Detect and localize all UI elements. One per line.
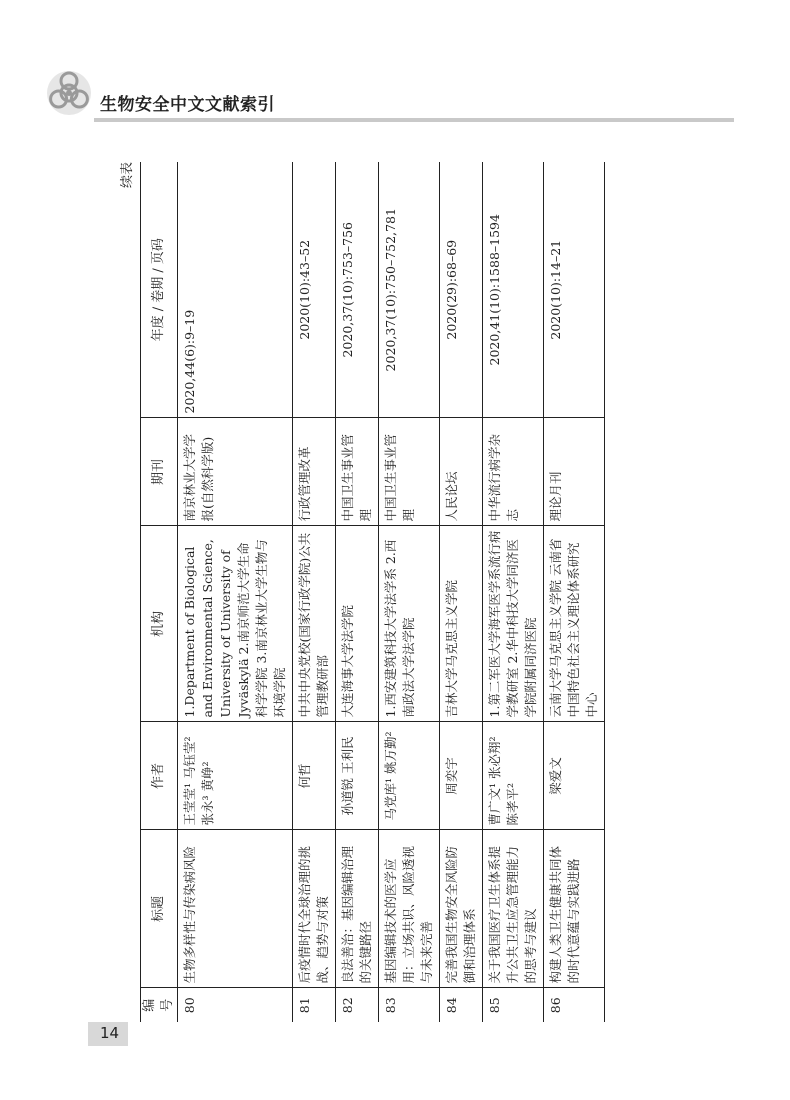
- cell-authors: 梁爱文: [544, 722, 605, 830]
- cell-number: 86: [544, 988, 605, 1022]
- cell-number: 82: [336, 988, 379, 1022]
- table-row: [178, 162, 293, 1022]
- bibliography-table: [140, 162, 605, 1022]
- cell-journal: 中华流行病学杂志: [483, 418, 544, 526]
- cell-title: 良法善治：基因编辑治理的关键路径: [336, 830, 379, 988]
- cell-title: 关于我国医疗卫生体系提升公共卫生应急管理能力的思考与建议: [483, 830, 544, 988]
- cell-journal: 中国卫生事业管理: [336, 418, 379, 526]
- column-header-title: 标题: [141, 830, 178, 988]
- table-row: [440, 162, 483, 1022]
- cell-title: 完善我国生物安全风险防御和治理体系: [440, 830, 483, 988]
- cell-authors: 王莹莹¹ 马钰莹² 张永³ 黄峥²: [178, 722, 293, 830]
- cell-journal: 中国卫生事业管理: [379, 418, 440, 526]
- cell-year: 2020(10):14–21: [544, 162, 605, 418]
- cell-journal: 理论月刊: [544, 418, 605, 526]
- rotated-table-page: [118, 162, 673, 1022]
- cell-institution: 1.第二军医大学海军医学系流行病学教研室 2.华中科技大学同济医学院附属同济医院: [483, 526, 544, 722]
- cell-year: 2020,41(10):1588–1594: [483, 162, 544, 418]
- column-header-authors: 作者: [141, 722, 178, 830]
- cell-number: 80: [178, 988, 293, 1022]
- biohazard-icon: [46, 70, 92, 116]
- cell-number: 85: [483, 988, 544, 1022]
- page-number: 14: [100, 1024, 120, 1042]
- column-header-institution: 机构: [141, 526, 178, 722]
- column-header-number: 编号: [141, 988, 178, 1022]
- column-header-journal: 期刊: [141, 418, 178, 526]
- cell-institution: 1.西安建筑科技大学法学系 2.西南政法大学法学院: [379, 526, 440, 722]
- cell-year: 2020(29):68–69: [440, 162, 483, 418]
- cell-institution: 中共中央党校(国家行政学院)公共管理教研部: [293, 526, 336, 722]
- continued-label: 续表: [120, 162, 135, 189]
- cell-institution: 云南大学马克思主义学院 云南省中国特色社会主义理论体系研究中心: [544, 526, 605, 722]
- table-row: [336, 162, 379, 1022]
- cell-journal: 南京林业大学学报(自然科学版): [178, 418, 293, 526]
- table-row: [293, 162, 336, 1022]
- table-header-row: [141, 162, 178, 1022]
- cell-year: 2020(10):43–52: [293, 162, 336, 418]
- column-header-year: 年度 / 卷期 / 页码: [141, 162, 178, 418]
- cell-authors: 何哲: [293, 722, 336, 830]
- cell-year: 2020,37(10):750–752,781: [379, 162, 440, 418]
- cell-authors: 曹广文¹ 张必翔² 陈孝平²: [483, 722, 544, 830]
- table-row: [379, 162, 440, 1022]
- cell-number: 83: [379, 988, 440, 1022]
- cell-institution: 吉林大学马克思主义学院: [440, 526, 483, 722]
- cell-title: 基因编辑技术的医学应用：立场共识、风险透视与未来完善: [379, 830, 440, 988]
- cell-title: 生物多样性与传染病风险: [178, 830, 293, 988]
- cell-authors: 周奕宇: [440, 722, 483, 830]
- cell-number: 84: [440, 988, 483, 1022]
- table-row: [544, 162, 605, 1022]
- cell-authors: 孙道锐 王利民: [336, 722, 379, 830]
- header-rule: [94, 118, 734, 122]
- cell-institution: 1.Department of Biological and Environmental Science, University of University of Jyväskylä 2.南京师范大学生命科学学院 3.南京林业大学生物与环境学院: [178, 526, 293, 722]
- header-title: 生物安全中文文献索引: [100, 95, 275, 115]
- cell-title: 后疫情时代全球治理的挑战、趋势与对策: [293, 830, 336, 988]
- cell-title: 构建人类卫生健康共同体的时代意蕴与实践进路: [544, 830, 605, 988]
- cell-institution: 大连海事大学法学院: [336, 526, 379, 722]
- cell-year: 2020,37(10):753–756: [336, 162, 379, 418]
- cell-journal: 行政管理改革: [293, 418, 336, 526]
- table-row: [483, 162, 544, 1022]
- cell-number: 81: [293, 988, 336, 1022]
- cell-year: 2020,44(6):9–19: [178, 162, 293, 418]
- cell-journal: 人民论坛: [440, 418, 483, 526]
- cell-authors: 马党库¹ 姚万勤²: [379, 722, 440, 830]
